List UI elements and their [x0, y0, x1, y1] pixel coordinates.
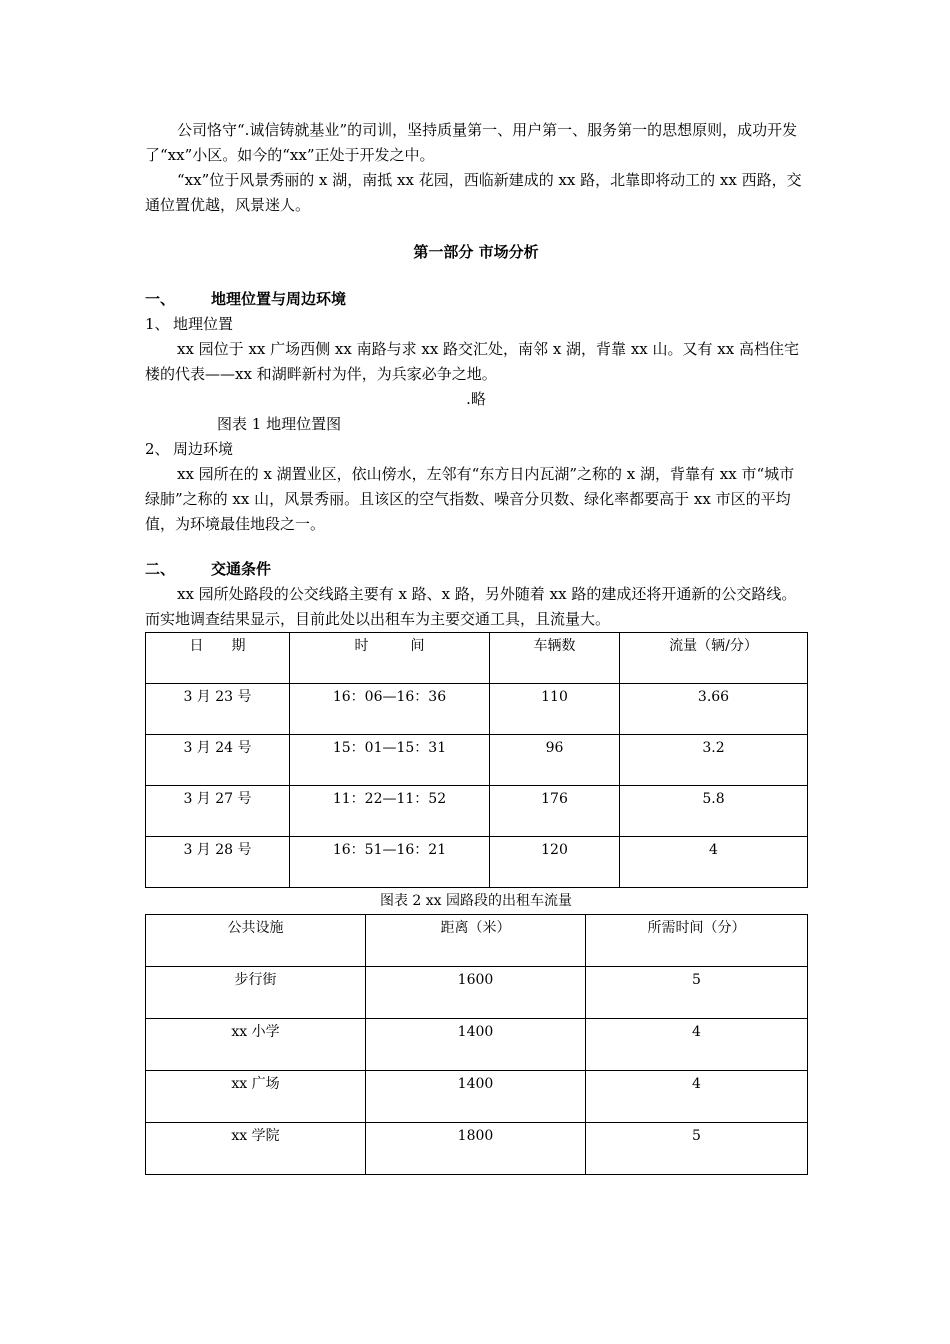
location-paragraph: xx 园位于 xx 广场西侧 xx 南路与求 xx 路交汇处，南邻 x 湖，背靠 xx 山。又有 xx 高档住宅楼的代表——xx 和湖畔新村为伴，为兵家必争之地。: [145, 340, 799, 383]
section-2-title: 交通条件: [211, 560, 272, 578]
section-1-heading: [145, 287, 807, 312]
table-cell: 110: [490, 684, 620, 735]
table-row: [146, 837, 808, 888]
table-row: [146, 1019, 808, 1071]
table-cell: xx 学院: [146, 1123, 366, 1175]
table-cell: xx 广场: [146, 1071, 366, 1123]
table-row: [146, 786, 808, 837]
table-cell: 1800: [366, 1123, 586, 1175]
table-cell: 3 月 27 号: [146, 786, 290, 837]
table-row: [146, 1071, 808, 1123]
subsection-1-heading: [145, 312, 807, 337]
table-cell: 96: [490, 735, 620, 786]
table-header-cell: 日 期: [146, 633, 290, 684]
omitted-note: .略: [466, 390, 486, 408]
table-row: [146, 735, 808, 786]
table-cell: 4: [586, 1071, 808, 1123]
table-cell: xx 小学: [146, 1019, 366, 1071]
table-cell: 16：06—16：36: [290, 684, 490, 735]
table-header-cell: 距离（米）: [366, 915, 586, 967]
intro-paragraph-2: “xx”位于风景秀丽的 x 湖，南抵 xx 花园，西临新建成的 xx 路，北靠即将动工的 xx 西路，交通位置优越，风景迷人。: [145, 171, 802, 214]
section-1-number: 一、: [145, 290, 176, 308]
section-2-heading: [145, 557, 807, 582]
table-cell: 3.2: [620, 735, 808, 786]
intro-paragraph-1: 公司恪守“.诚信铸就基业”的司训，坚持质量第一、用户第一、服务第一的思想原则，成功开发了“xx”小区。如今的“xx”正处于开发之中。: [145, 121, 798, 164]
table-cell: 3 月 23 号: [146, 684, 290, 735]
table-row: [146, 684, 808, 735]
table-cell: 3 月 24 号: [146, 735, 290, 786]
section-2-number: 二、: [145, 560, 176, 578]
environment-paragraph: xx 园所在的 x 湖置业区，依山傍水，左邻有“东方日内瓦湖”之称的 x 湖，背靠有 xx 市“城市绿肺”之称的 xx 山，风景秀丽。且该区的空气指数、噪音分贝数、绿化率都要高于 xx 市区的平均值，为环境最佳地段之一。: [145, 465, 795, 533]
table-header-row: [146, 915, 808, 967]
table-header-row: [146, 633, 808, 684]
subsection-1-number: 1、: [145, 315, 170, 333]
facilities-table: [145, 914, 808, 1175]
table-cell: 16：51—16：21: [290, 837, 490, 888]
table-cell: 120: [490, 837, 620, 888]
table-cell: 3.66: [620, 684, 808, 735]
table-header-cell: 所需时间（分）: [586, 915, 808, 967]
table-cell: 5: [586, 1123, 808, 1175]
table-header-cell: 车辆数: [490, 633, 620, 684]
table-header-cell: 时 间: [290, 633, 490, 684]
table-cell: 176: [490, 786, 620, 837]
table-cell: 15：01—15：31: [290, 735, 490, 786]
taxi-flow-table: [145, 632, 808, 888]
table-header-cell: 流量（辆/分）: [620, 633, 808, 684]
table-cell: 4: [586, 1019, 808, 1071]
table-row: [146, 1123, 808, 1175]
table-row: [146, 967, 808, 1019]
figure-2-caption: 图表 2 xx 园路段的出租车流量: [379, 893, 573, 909]
table-cell: 5: [586, 967, 808, 1019]
subsection-1-title: 地理位置: [173, 315, 234, 333]
table-cell: 11：22—11：52: [290, 786, 490, 837]
table-cell: 步行街: [146, 967, 366, 1019]
subsection-2-number: 2、: [145, 440, 170, 458]
table-cell: 4: [620, 837, 808, 888]
subsection-2-heading: [145, 437, 807, 462]
table-header-cell: 公共设施: [146, 915, 366, 967]
table-cell: 1600: [366, 967, 586, 1019]
document-page: [145, 118, 807, 1175]
figure-1-caption: 图表 1 地理位置图: [217, 415, 342, 433]
section-1-title: 地理位置与周边环境: [211, 290, 347, 308]
traffic-paragraph: xx 园所处路段的公交线路主要有 x 路、x 路，另外随着 xx 路的建成还将开通新的公交路线。而实地调查结果显示，目前此处以出租车为主要交通工具，且流量大。: [145, 585, 797, 628]
table-cell: 1400: [366, 1071, 586, 1123]
part-title: 第一部分 市场分析: [413, 243, 539, 261]
spacer: [145, 537, 807, 557]
table-cell: 1400: [366, 1019, 586, 1071]
table-cell: 5.8: [620, 786, 808, 837]
subsection-2-title: 周边环境: [173, 440, 234, 458]
table-cell: 3 月 28 号: [146, 837, 290, 888]
